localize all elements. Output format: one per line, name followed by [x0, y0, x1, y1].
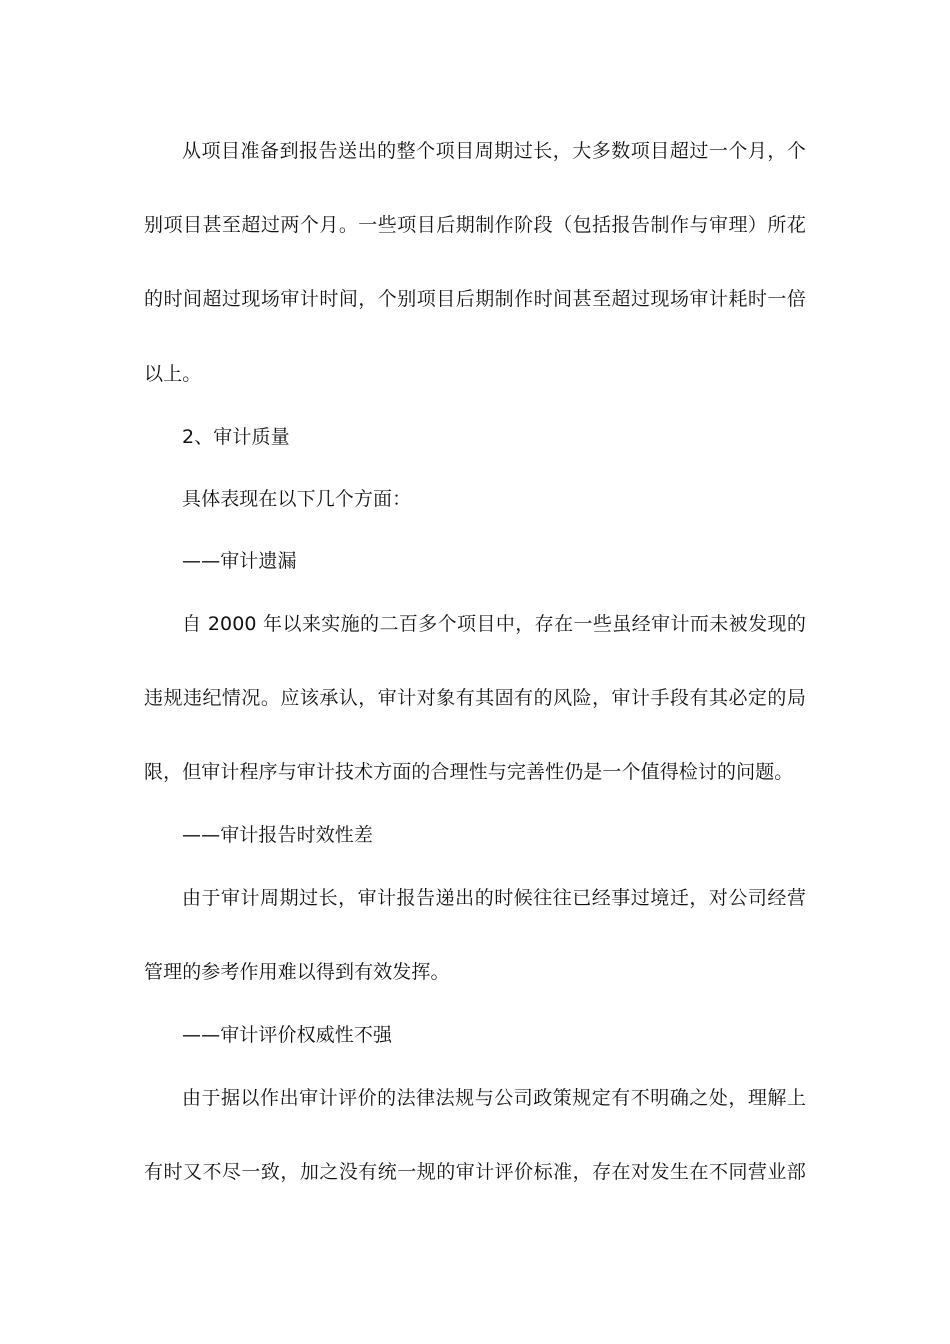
- intro-line: 具体表现在以下几个方面：: [182, 488, 412, 510]
- subheading-evaluation-authority: ——审计评价权威性不强: [182, 1024, 393, 1046]
- subheading-report-timeliness: ——审计报告时效性差: [182, 824, 374, 846]
- section-heading-audit-quality: 2、审计质量: [182, 426, 290, 448]
- paragraph-1-line-3: 的时间超过现场审计时间，个别项目后期制作时间甚至超过现场审计耗时一倍: [144, 288, 806, 310]
- paragraph-2-line-2: 违规违纪情况。应该承认，审计对象有其固有的风险，审计手段有其必定的局: [144, 687, 806, 709]
- paragraph-1-line-2: 别项目甚至超过两个月。一些项目后期制作阶段（包括报告制作与审理）所花: [144, 214, 806, 236]
- paragraph-3-line-2: 管理的参考作用难以得到有效发挥。: [144, 961, 450, 983]
- paragraph-3-line-1: 由于审计周期过长，审计报告递出的时候往往已经事过境迁，对公司经营: [182, 887, 806, 909]
- paragraph-4-line-1: 由于据以作出审计评价的法律法规与公司政策规定有不明确之处，理解上: [182, 1087, 806, 1109]
- paragraph-2-line-1: 自 2000 年以来实施的二百多个项目中，存在一些虽经审计而未被发现的: [182, 613, 806, 635]
- paragraph-2-line-3: 限，但审计程序与审计技术方面的合理性与完善性仍是一个值得检讨的问题。: [144, 761, 794, 783]
- paragraph-1-line-1: 从项目准备到报告送出的整个项目周期过长，大多数项目超过一个月，个: [182, 140, 806, 162]
- paragraph-1-line-4: 以上。: [144, 363, 202, 385]
- paragraph-4-line-2: 有时又不尽一致，加之没有统一规的审计评价标准，存在对发生在不同营业部: [144, 1161, 806, 1183]
- subheading-audit-omission: ——审计遗漏: [182, 550, 297, 572]
